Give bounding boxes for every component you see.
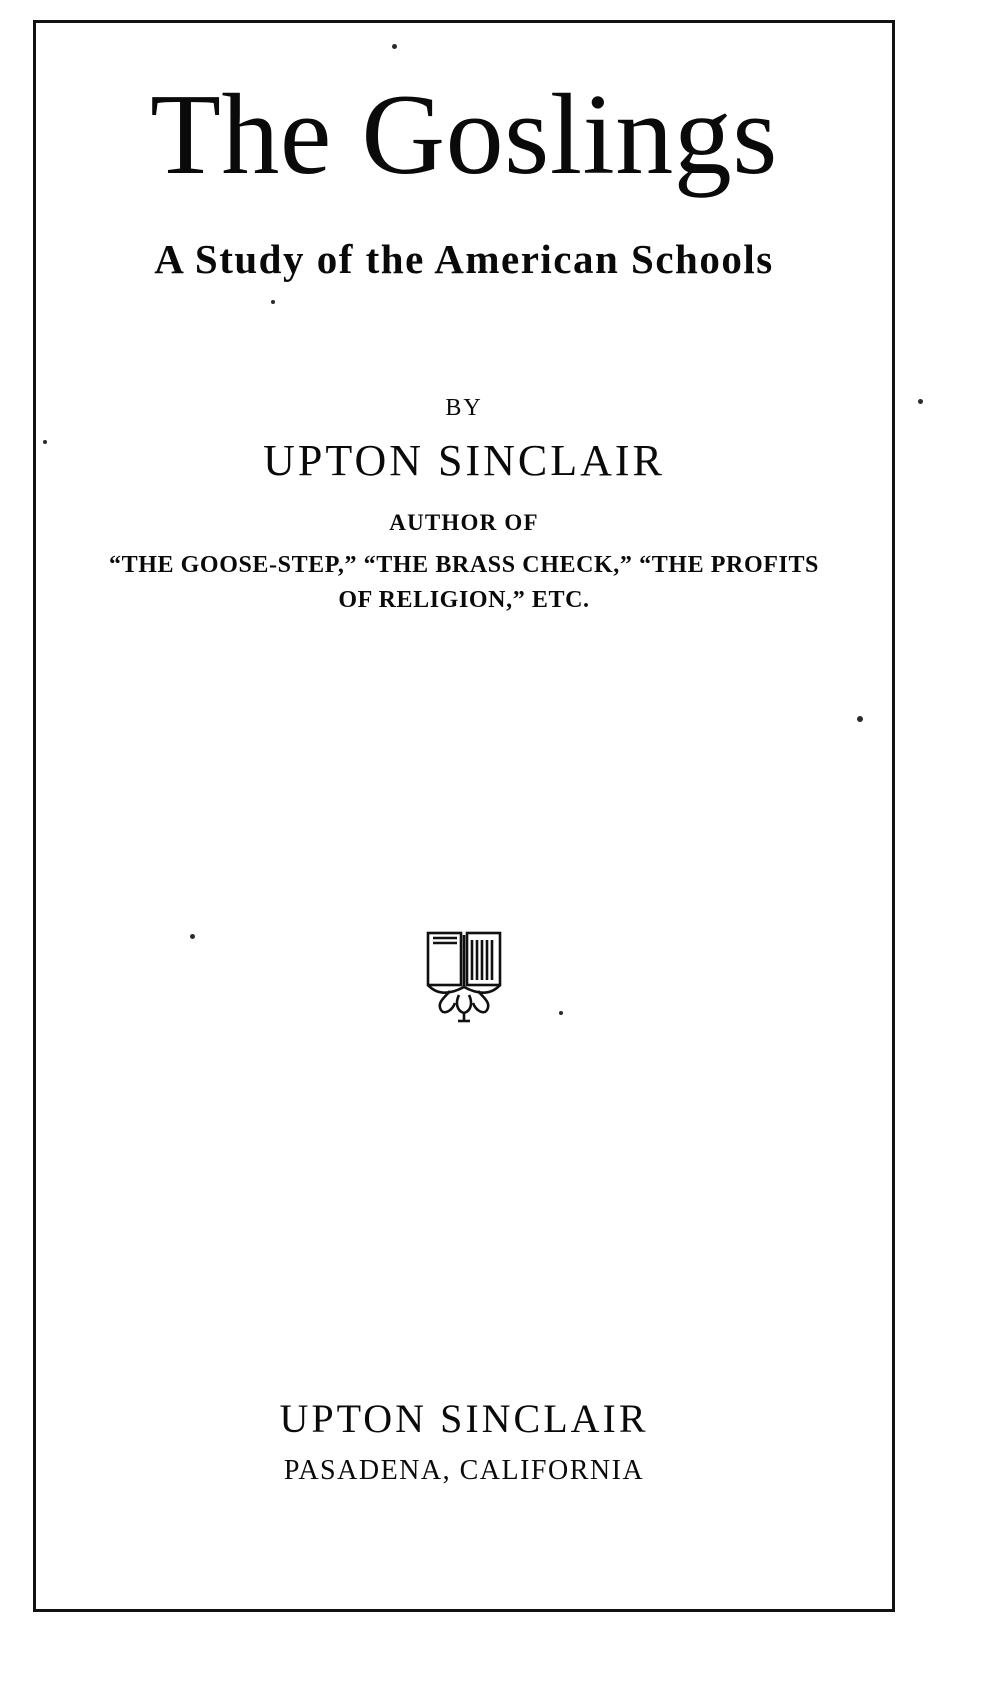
publisher-device	[33, 925, 895, 1034]
publisher-name: UPTON SINCLAIR	[279, 1396, 649, 1441]
publisher-city: PASADENA, CALIFORNIA	[283, 1455, 645, 1486]
author-of-label: AUTHOR OF	[389, 510, 539, 535]
other-works-line-1: “THE GOOSE-STEP,” “THE BRASS CHECK,” “THE PROFITS	[108, 552, 819, 578]
by-label: BY	[445, 395, 483, 421]
open-book-icon	[419, 925, 509, 1034]
scan-speck	[918, 399, 923, 404]
title-page-content	[33, 20, 895, 1612]
book-subtitle: A Study of the American Schools	[154, 236, 774, 282]
other-works-line-2: OF RELIGION,” ETC.	[338, 586, 590, 613]
other-works	[93, 548, 835, 618]
author-name: UPTON SINCLAIR	[263, 436, 665, 485]
book-title: The Goslings	[150, 71, 778, 199]
